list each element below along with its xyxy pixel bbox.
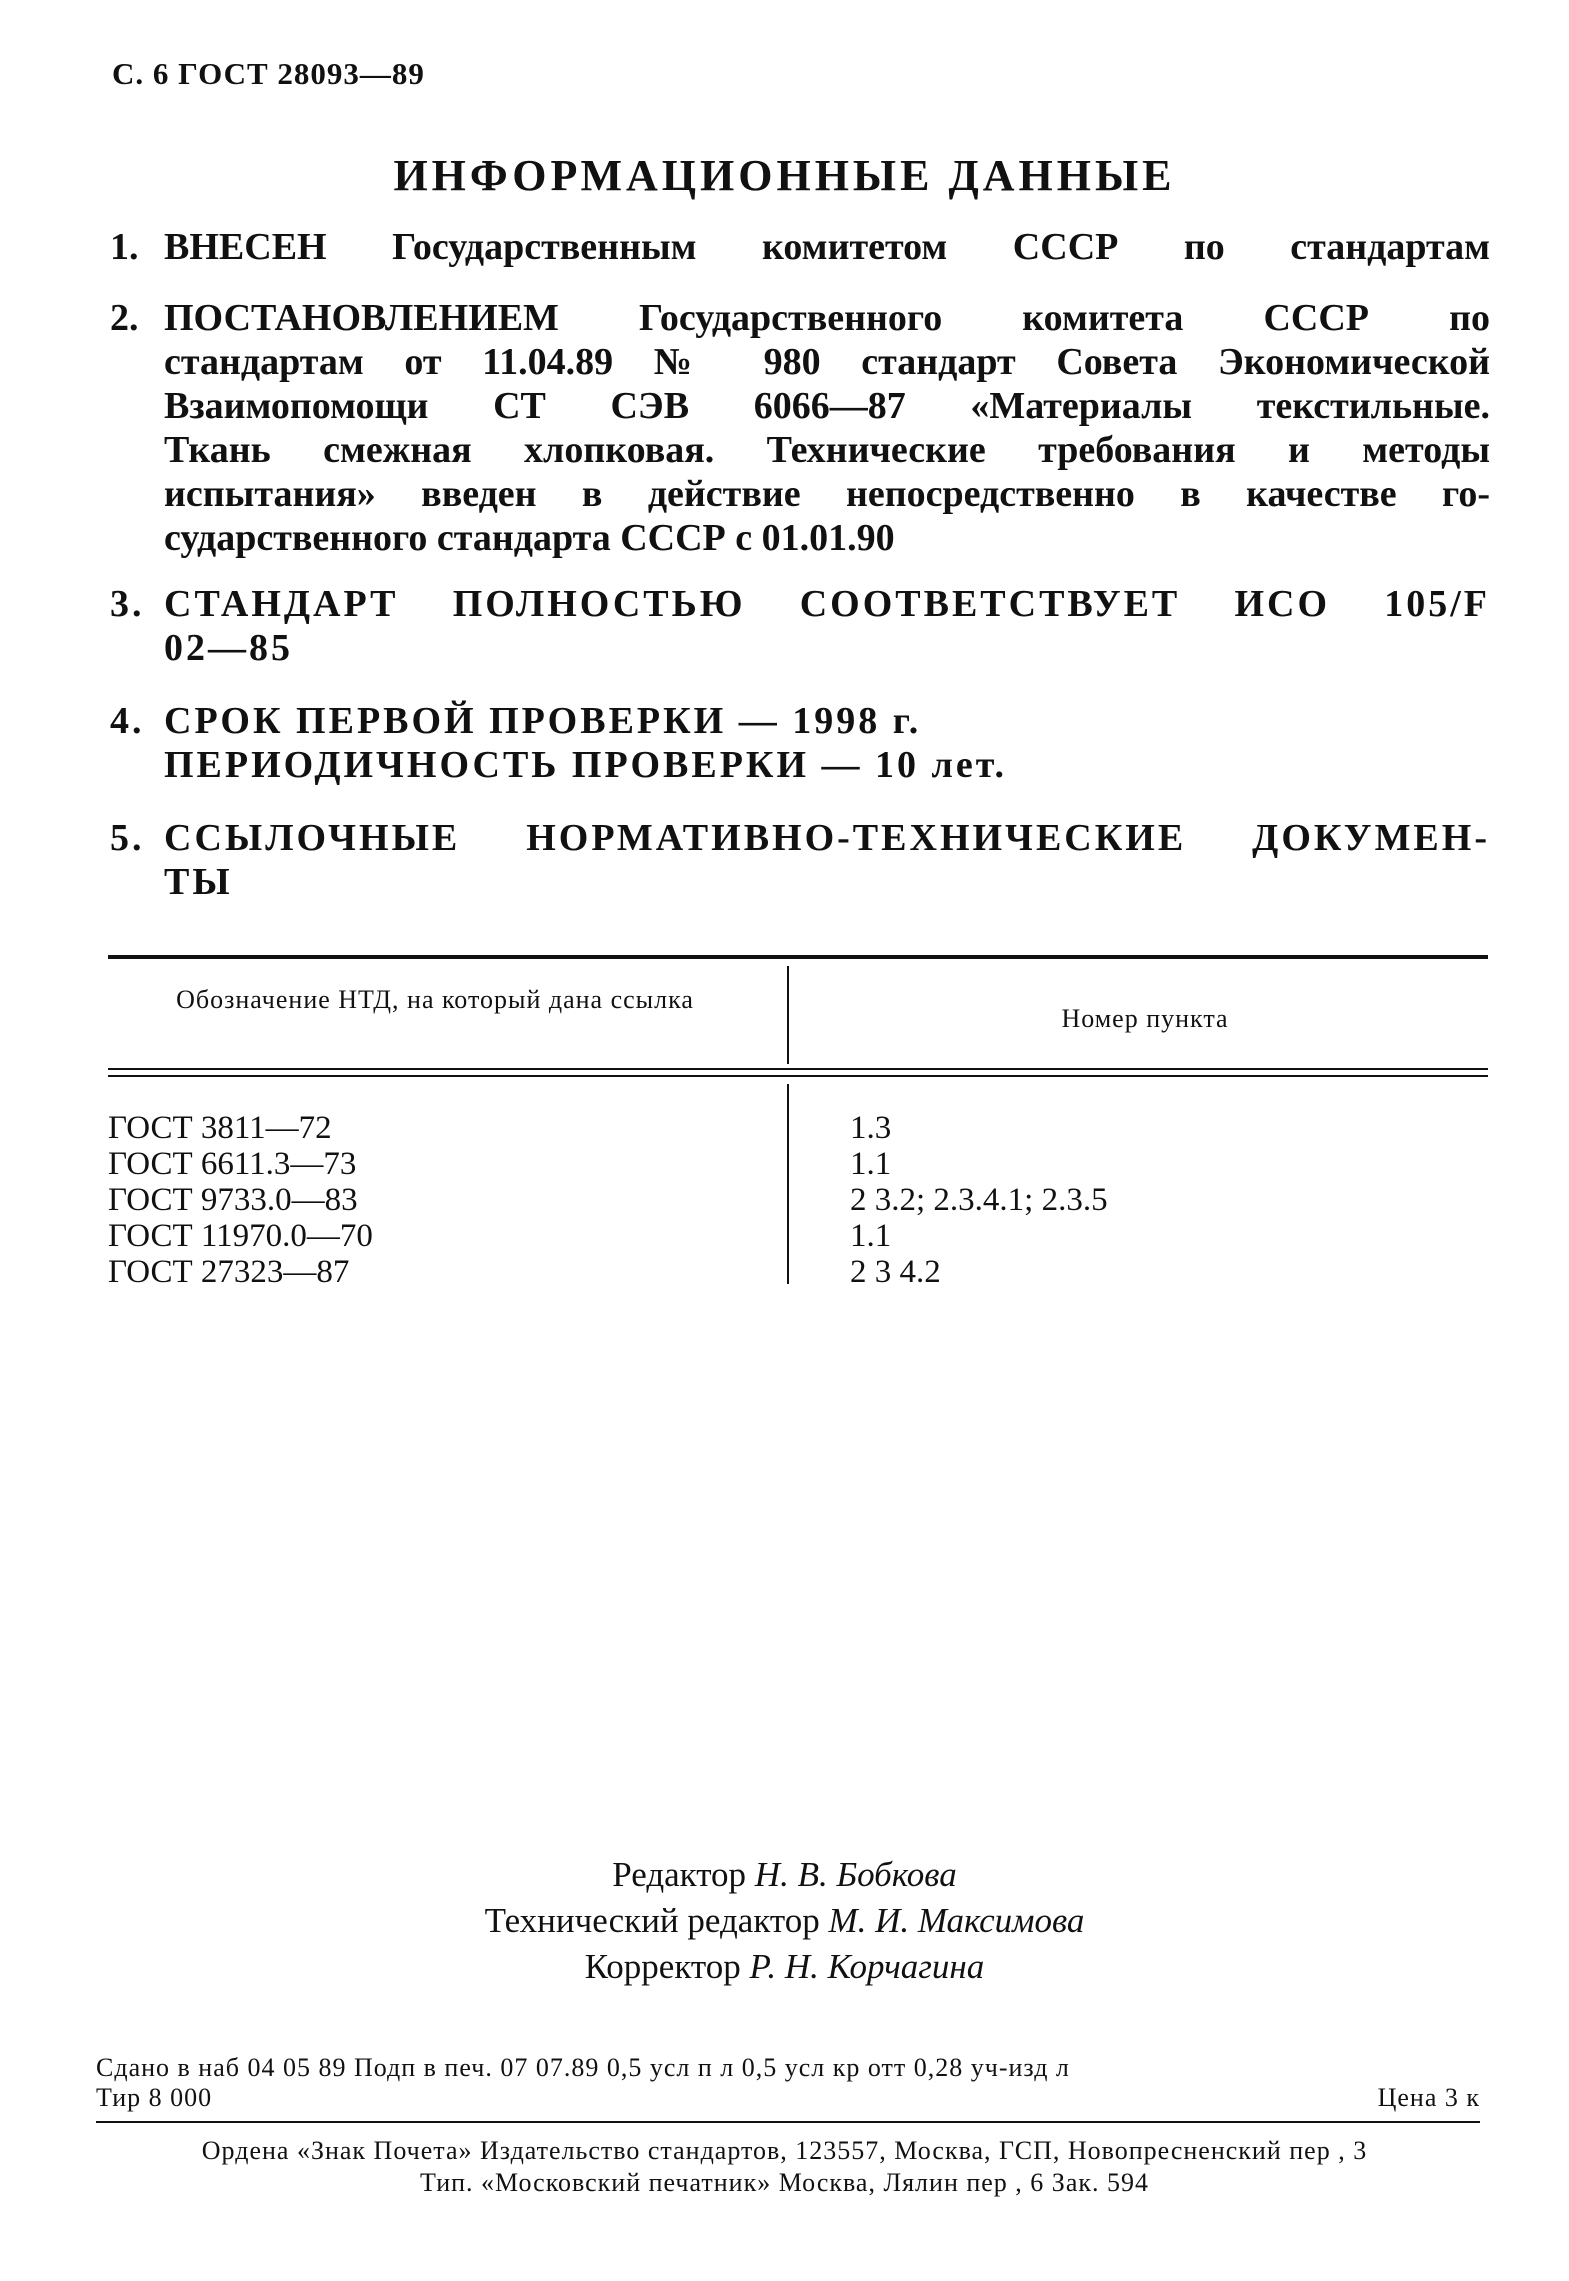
imprint-publisher: Ордена «Знак Почета» Издательство стандартов, 123557, Москва, ГСП, Новопресненский пер , 3	[201, 2136, 1368, 2165]
item-text-line: стандартам от 11.04.89 № 980 стандарт Совета Экономической	[164, 341, 1490, 383]
editor-credit	[0, 1852, 1569, 1898]
table-body-divider	[787, 1084, 789, 1284]
table-cell-designation: ГОСТ 6611.3—73	[108, 1146, 357, 1182]
item-number: 5.	[110, 817, 145, 859]
info-item-2	[110, 296, 1490, 560]
table-cell-designation: ГОСТ 27323—87	[108, 1254, 350, 1290]
item-text-line: ТЫ	[164, 861, 233, 903]
editor-name: Н. В. Бобкова	[754, 1855, 957, 1894]
info-item-1	[110, 225, 1490, 269]
imprint-tirazh: Тир 8 000	[96, 2083, 213, 2112]
info-item-4	[110, 699, 1490, 787]
table-header-designation: Обозначение НТД, на который дана ссылка	[176, 985, 694, 1014]
info-item-5	[110, 816, 1490, 904]
item-text-line: 02—85	[164, 627, 293, 669]
table-header-clause: Номер пункта	[1061, 1004, 1229, 1033]
corrector-credit	[0, 1944, 1569, 1990]
tech-editor-label: Технический редактор	[484, 1901, 820, 1940]
imprint-price: Цена 3 к	[1377, 2083, 1480, 2112]
editor-label: Редактор	[612, 1855, 747, 1894]
table-cell-designation: ГОСТ 11970.0—70	[108, 1218, 373, 1254]
page-header: С. 6 ГОСТ 28093—89	[112, 56, 425, 91]
imprint-rule	[96, 2121, 1480, 2123]
item-text-line: СТАНДАРТ ПОЛНОСТЬЮ СООТВЕТСТВУЕТ ИСО 105/F	[164, 583, 1490, 625]
table-cell-designation: ГОСТ 3811—72	[108, 1110, 332, 1146]
item-text-line: испытания» введен в действие непосредственно в качестве го-	[164, 473, 1490, 515]
item-text-line: Взаимопомощи СТ СЭВ 6066—87 «Материалы текстильные.	[164, 385, 1490, 427]
tech-editor-credit	[0, 1898, 1569, 1944]
item-number: 4.	[110, 700, 145, 742]
item-text-line: сударственного стандарта СССР с 01.01.90	[164, 517, 895, 559]
section-title: ИНФОРМАЦИОННЫЕ ДАННЫЕ	[393, 151, 1176, 200]
imprint-printer: Тип. «Московский печатник» Москва, Лялин пер , 6 Зак. 594	[419, 2168, 1150, 2197]
item-number: 2.	[110, 297, 139, 339]
table-header-rule	[108, 1068, 1488, 1070]
item-number: 1.	[110, 226, 139, 268]
info-item-3	[110, 582, 1490, 670]
item-text-line: ВНЕСЕН Государственным комитетом СССР по стандартам	[164, 226, 1490, 268]
table-cell-clause: 1.3	[850, 1110, 892, 1146]
table-header-divider	[787, 966, 789, 1064]
item-text-line: ПЕРИОДИЧНОСТЬ ПРОВЕРКИ — 10 лет.	[164, 744, 1008, 786]
imprint-print-data: Сдано в наб 04 05 89 Подп в печ. 07 07.89 0,5 усл п л 0,5 усл кр отт 0,28 уч-изд л	[96, 2053, 1070, 2082]
corrector-name: Р. Н. Корчагина	[749, 1947, 985, 1986]
table-cell-clause: 1.1	[850, 1146, 892, 1182]
item-text-line: ССЫЛОЧНЫЕ НОРМАТИВНО-ТЕХНИЧЕСКИЕ ДОКУМЕН-	[164, 817, 1490, 859]
table-header-rule	[108, 1075, 1488, 1077]
item-text-line: СРОК ПЕРВОЙ ПРОВЕРКИ — 1998 г.	[164, 700, 922, 742]
item-number: 3.	[110, 583, 145, 625]
table-cell-clause: 1.1	[850, 1218, 892, 1254]
item-text-line: ПОСТАНОВЛЕНИЕМ Государственного комитета СССР по	[164, 297, 1490, 339]
table-cell-clause: 2 3 4.2	[850, 1254, 941, 1290]
table-cell-clause: 2 3.2; 2.3.4.1; 2.3.5	[850, 1182, 1108, 1218]
tech-editor-name: М. И. Максимова	[828, 1901, 1085, 1940]
corrector-label: Корректор	[584, 1947, 741, 1986]
table-top-rule	[108, 955, 1488, 959]
table-cell-designation: ГОСТ 9733.0—83	[108, 1182, 358, 1218]
item-text-line: Ткань смежная хлопковая. Технические требования и методы	[164, 429, 1490, 471]
